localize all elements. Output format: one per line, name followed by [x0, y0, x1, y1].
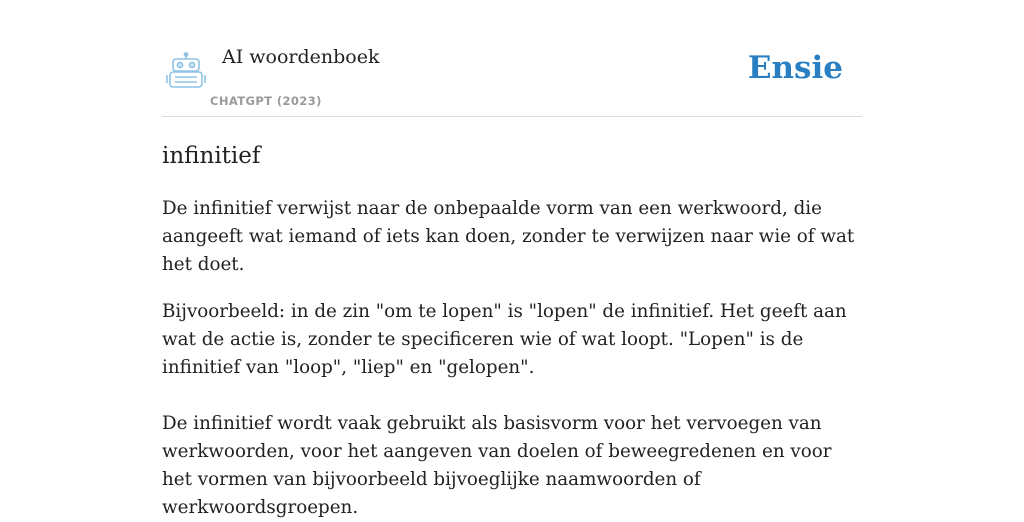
example-paragraph: Bijvoorbeeld: in de zin "om te lopen" is "lopen" de infinitief. Het geeft aan wat de actie is, zonder te specificeren wie of wat loopt. "Lopen" is de infinitief van "loop", "liep" en "gelopen".: [162, 301, 847, 378]
source-label: CHATGPT (2023): [210, 94, 322, 108]
dictionary-title: AI woordenboek: [222, 46, 380, 68]
header: [162, 0, 862, 117]
robot-icon: [166, 52, 206, 90]
brand-logo-link[interactable]: Ensie: [747, 50, 843, 86]
definition-paragraph: De infinitief verwijst naar de onbepaalde vorm van een werkwoord, die aangeeft wat iemand of iets kan doen, zonder te verwijzen naar wie of wat het doet.: [162, 198, 855, 275]
entry-card: [162, 0, 862, 518]
entry-term: infinitief: [162, 143, 261, 169]
usage-paragraph: De infinitief wordt vaak gebruikt als basisvorm voor het vervoegen van werkwoorden, voor het aangeven van doelen of beweegredenen en voor het vormen van bijvoorbeeld bijvoeglijke naamwoorden of werkwoordsgroepen.: [162, 413, 832, 518]
